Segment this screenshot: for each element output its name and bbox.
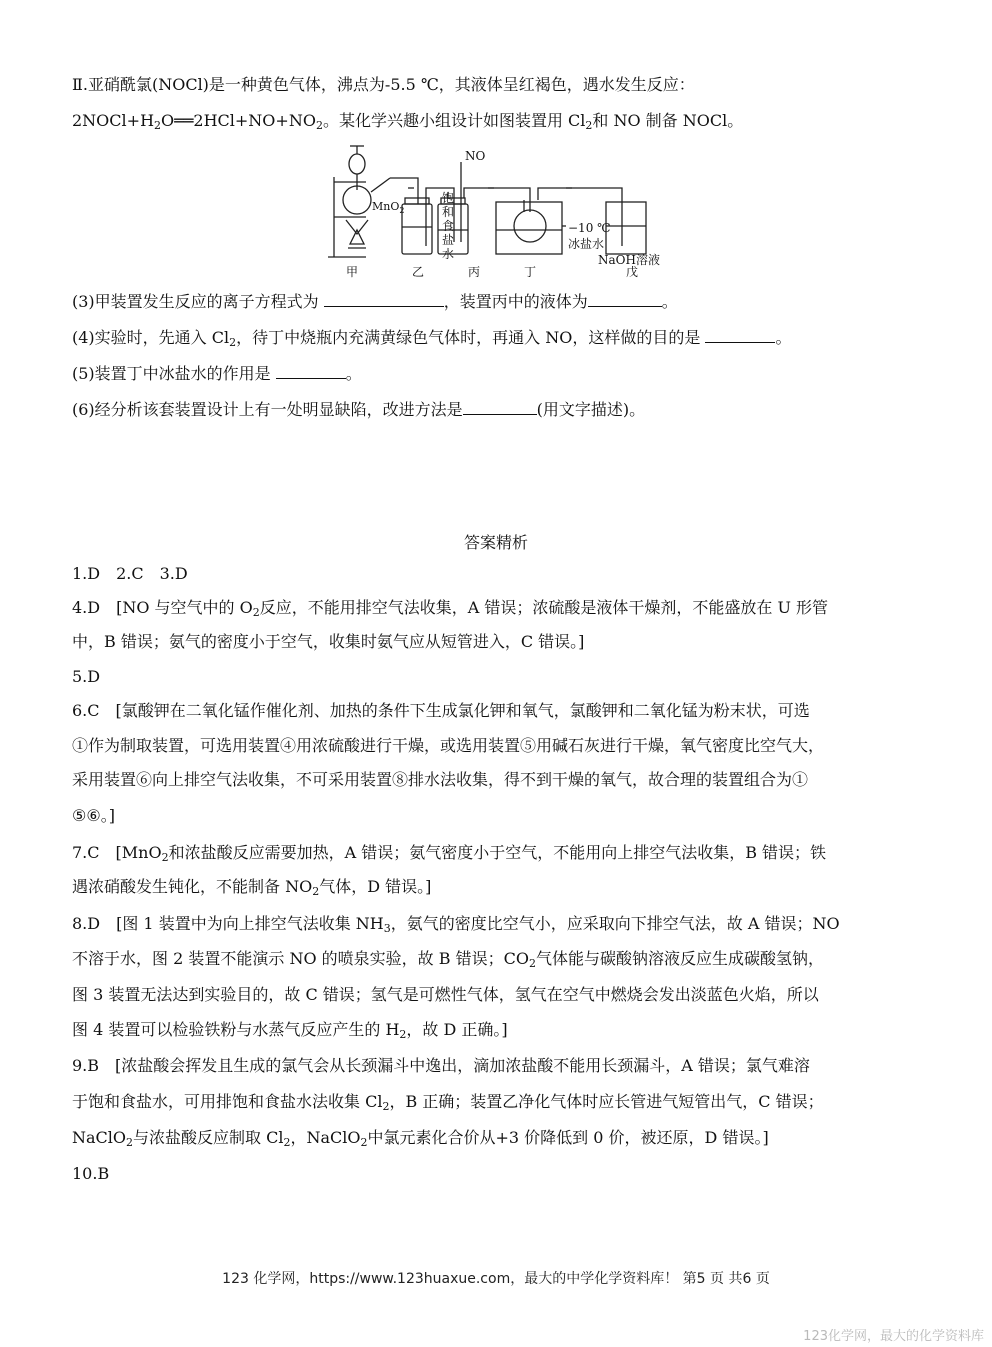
answer-9-cont-1: 于饱和食盐水，可用排饱和食盐水法收集 $Cl_2$，B 正确；装置乙净化气体时应长管进气短管出气，C 错误；	[72, 1092, 824, 1113]
label-ding: 丁	[524, 265, 537, 279]
answer-4: 4.D [NO 与空气中的 $O_2$反应，不能用排空气法收集，A 错误；浓硫酸是液体干燥剂，不能盛放在 U 形管	[72, 598, 829, 619]
label-yi: 乙	[412, 265, 425, 279]
page-footer: 123 化学网，https://www.123huaxue.com，最大的中学化学资料库！ 第5 页 共6 页	[222, 1271, 770, 1287]
label-naoh: NaOH溶液	[598, 253, 660, 267]
answer-8-cont-3: 图 4 装置可以检验铁粉与水蒸气反应产生的 $H_2$，故 D 正确。]	[72, 1020, 508, 1041]
answer-6-cont-3: ⑤⑥。]	[72, 806, 115, 825]
answer-6: 6.C [氯酸钾在二氧化锰作催化剂、加热的条件下生成氯化钾和氧气，氯酸钾和二氧化锰为粉末状，可选	[72, 701, 810, 720]
saltwater-char: 水	[442, 247, 455, 261]
saltwater-char: 盐	[442, 233, 455, 247]
label-ice: 冰盐水	[568, 237, 605, 251]
watermark: 123化学网，最大的化学资料库	[803, 1329, 984, 1344]
answer-8-cont-2: 图 3 装置无法达到实验目的，故 C 错误；氢气是可燃性气体，氢气在空气中燃烧会发出淡蓝色火焰，所以	[72, 985, 819, 1004]
answer-4-cont: 中，B 错误；氨气的密度小于空气，收集时氨气应从短管进入，C 错误。]	[72, 632, 585, 651]
answer-8-cont-1: 不溶于水，图 2 装置不能演示 NO 的喷泉实验，故 B 错误；$CO_2$气体能与碳酸钠溶液反应生成碳酸氢钠，	[72, 949, 824, 970]
answer-10: 10.B	[72, 1164, 110, 1183]
reaction-equation: $2NOCl+H_2O══2HCl+NO+NO_2$。某化学兴趣小组设计如图装置用 $Cl_2$和 NO 制备 NOCl。	[72, 111, 744, 132]
answer-1-3: 1.D 2.C 3.D	[72, 564, 188, 583]
label-mno2: MnO$_2$	[372, 200, 405, 215]
answer-9-cont-2: NaClO$_2$与浓盐酸反应制取 $Cl_2$，NaClO$_2$中氯元素化合价从+3 价降低到 0 价，被还原，D 错误。]	[72, 1128, 769, 1149]
apparatus-diagram	[326, 142, 672, 282]
saltwater-char: 食	[442, 219, 455, 233]
question-6: (6)经分析该套装置设计上有一处明显缺陷，改进方法是 (用文字描述)。	[72, 400, 646, 419]
question-3: (3)甲装置发生反应的离子方程式为 ，装置丙中的液体为 。	[72, 292, 678, 311]
label-no: NO	[465, 149, 486, 163]
question-4: (4)实验时，先通入 $Cl_2$，待丁中烧瓶内充满黄绿色气体时，再通入 NO，这样做的目的是 。	[72, 328, 792, 349]
label-temp: −10 ℃	[568, 221, 611, 235]
answer-7: 7.C [MnO$_2$和浓盐酸反应需要加热，A 错误；氨气密度小于空气，不能用向上排空气法收集，B 错误；铁	[72, 843, 827, 864]
label-jia: 甲	[346, 265, 359, 279]
saltwater-char: 和	[442, 205, 455, 219]
answer-6-cont-1: ①作为制取装置，可选用装置④用浓硫酸进行干燥，或选用装置⑤用碱石灰进行干燥，氧气密度比空气大，	[72, 736, 825, 755]
question-intro: Ⅱ.亚硝酰氯(NOCl)是一种黄色气体，沸点为-5.5 ℃，其液体呈红褐色，遇水发生反应：	[72, 75, 695, 94]
answer-9: 9.B [浓盐酸会挥发且生成的氯气会从长颈漏斗中逸出，滴加浓盐酸不能用长颈漏斗，A 错误；氯气难溶	[72, 1056, 810, 1075]
label-bing: 丙	[468, 265, 481, 279]
saltwater-char: 饱	[442, 191, 455, 205]
answers-title: 答案精析	[463, 533, 528, 552]
answer-6-cont-2: 采用装置⑥向上排空气法收集，不可采用装置⑧排水法收集，得不到干燥的氧气，故合理的装置组合为①	[72, 770, 809, 789]
label-wu: 戊	[626, 265, 639, 279]
question-5: (5)装置丁中冰盐水的作用是 。	[72, 364, 362, 383]
label-saltwater	[442, 190, 454, 261]
answer-8: 8.D [图 1 装置中为向上排空气法收集 $NH_3$，氨气的密度比空气小，应采取向下排空气法，故 A 错误；NO	[72, 914, 840, 935]
answer-7-cont: 遇浓硝酸发生钝化，不能制备 $NO_2$气体，D 错误。]	[72, 877, 432, 898]
answer-5: 5.D	[72, 667, 101, 686]
